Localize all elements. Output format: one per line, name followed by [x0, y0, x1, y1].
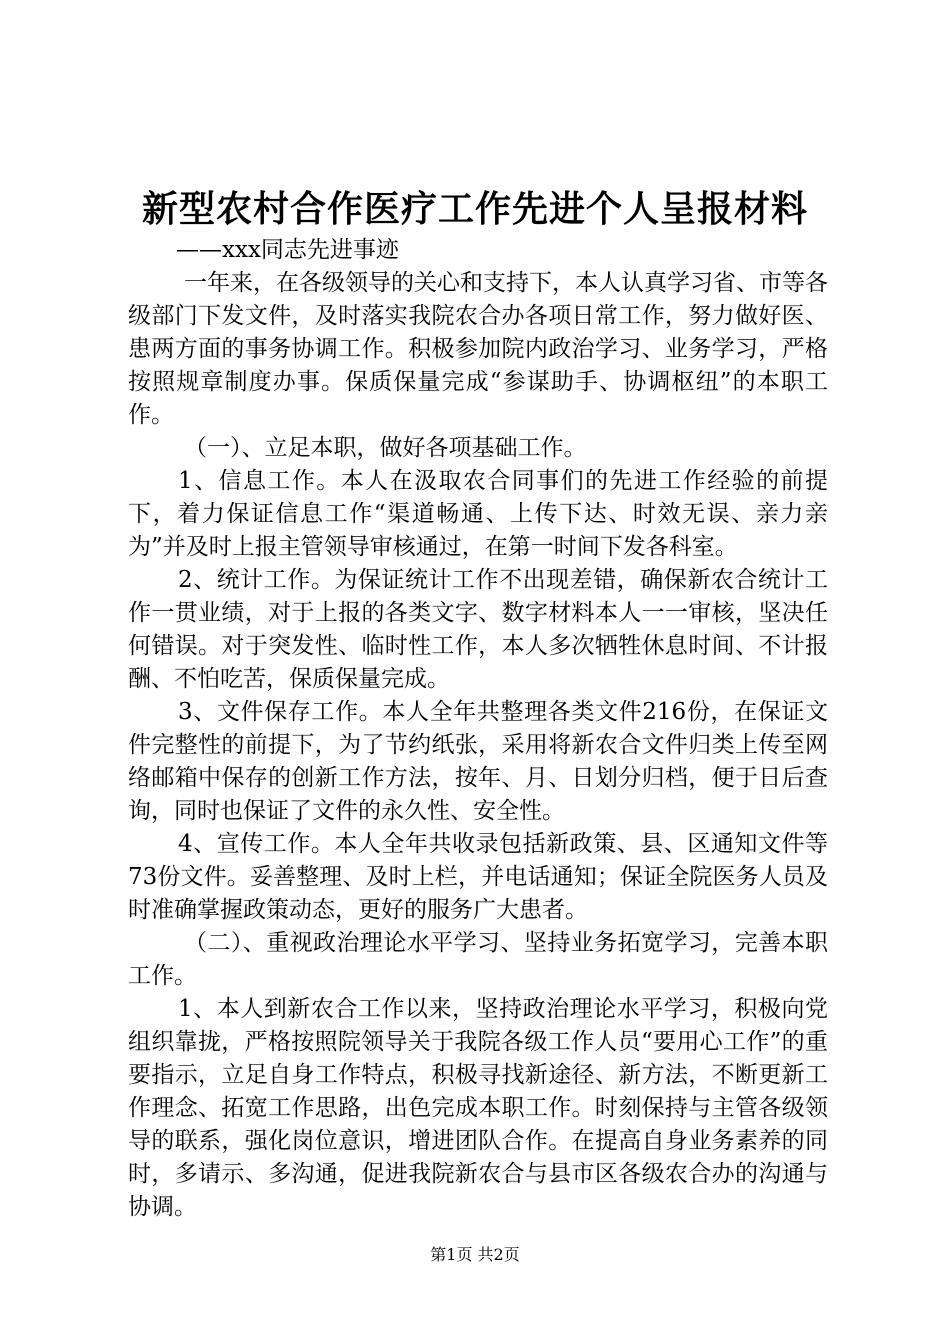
paragraph-publicity-work: 4、宣传工作。本人全年共收录包括新政策、县、区通知文件等73份文件。妥善整理、及时上栏，并电话通知；保证全院医务人员及时准确掌握政策动态，更好的服务广大患者。 [128, 831, 828, 923]
section-heading-1: （一）、立足本职，做好各项基础工作。 [184, 435, 587, 461]
paragraph-info-work: 1、信息工作。本人在汲取农合同事们的先进工作经验的前提下，着力保证信息工作“渠道畅通、上传下达、时效无误、亲力亲为”并及时上报主管领导审核通过，在第一时间下发各科室。 [128, 468, 828, 560]
page-indicator: 第1页 共2页 [430, 1245, 520, 1264]
section-heading-2: （二）、重视政治理论水平学习、坚持业务拓宽学习，完善本职工作。 [128, 930, 828, 989]
paragraph-statistics-work: 2、统计工作。为保证统计工作不出现差错，确保新农合统计工作一贯业绩，对于上报的各类文字、数字材料本人一一审核，坚决任何错误。对于突发性、临时性工作，本人多次牺牲休息时间、不计报酬、不怕吃苦，保质保量完成。 [128, 567, 828, 692]
paragraph-intro: 一年来，在各级领导的关心和支持下，本人认真学习省、市等各级部门下发文件，及时落实我院农合办各项日常工作，努力做好医、患两方面的事务协调工作。积极参加院内政治学习、业务学习，严格按照规章制度办事。保质保量完成“参谋助手、协调枢纽”的本职工作。 [128, 270, 828, 428]
paragraph-file-work: 3、文件保存工作。本人全年共整理各类文件216份，在保证文件完整性的前提下，为了节约纸张，采用将新农合文件归类上传至网络邮箱中保存的创新工作方法，按年、月、日划分归档，便于日后查询，同时也保证了文件的永久性、安全性。 [128, 699, 828, 824]
document-subtitle: ——xxx同志先进事迹 [176, 237, 399, 263]
document-body [128, 234, 828, 1224]
document-title: 新型农村合作医疗工作先进个人呈报材料 [141, 188, 808, 230]
paragraph-study: 1、本人到新农合工作以来，坚持政治理论水平学习，积极向党组织靠拢，严格按照院领导关于我院各级工作人员“要用心工作”的重要指示，立足自身工作特点，积极寻找新途径、新方法，不断更新工作理念、拓宽工作思路，出色完成本职工作。时刻保持与主管各级领导的联系，强化岗位意识，增进团队合作。在提高自身业务素养的同时，多请示、多沟通，促进我院新农合与县市区各级农合办的沟通与协调。 [128, 996, 828, 1220]
